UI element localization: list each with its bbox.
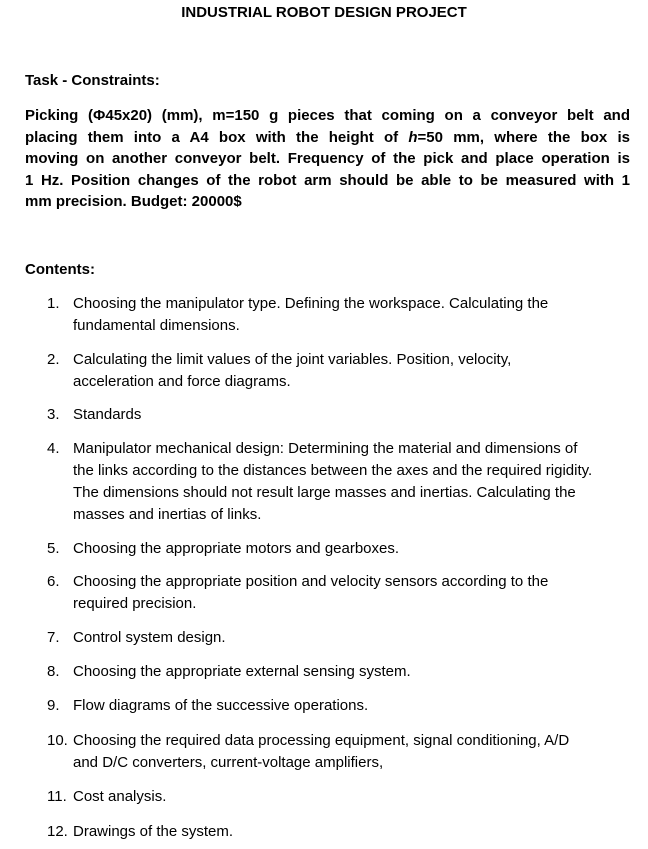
list-item-number: 6. — [47, 573, 60, 590]
list-item-number: 11. — [47, 788, 67, 805]
list-item-line: The dimensions should not result large masses and inertias. Calculating the — [73, 484, 576, 501]
list-item-text — [73, 538, 638, 560]
list-item-number: 9. — [47, 697, 60, 714]
list-item-line: and D/C converters, current-voltage amplifiers, — [73, 754, 384, 771]
list-item-line: Flow diagrams of the successive operations. — [73, 697, 369, 714]
list-item-text — [73, 404, 638, 426]
list-item-number: 2. — [47, 351, 60, 368]
contents-heading: Contents: — [25, 261, 95, 278]
list-item-text — [73, 821, 638, 843]
list-item-number: 10. — [47, 732, 68, 749]
list-item-text — [73, 695, 638, 717]
list-item-text — [73, 730, 638, 774]
list-item-line: Manipulator mechanical design: Determining the material and dimensions of — [73, 440, 578, 457]
list-item-text — [73, 571, 638, 615]
list-item-line: Standards — [73, 406, 142, 423]
list-item-line: acceleration and force diagrams. — [73, 373, 291, 390]
list-item-line: Choosing the appropriate external sensing system. — [73, 663, 411, 680]
list-item-line: Choosing the manipulator type. Defining the workspace. Calculating the — [73, 295, 549, 312]
list-item-number: 7. — [47, 629, 60, 646]
list-item-text — [73, 661, 638, 683]
task-heading: Task - Constraints: — [25, 72, 160, 89]
task-description — [25, 105, 630, 213]
task-line-3: moving on another conveyor belt. Frequency of the pick and place operation is — [25, 150, 630, 167]
task-line-2-end: =50 mm, where the box is — [417, 128, 630, 146]
document-title: INDUSTRIAL ROBOT DESIGN PROJECT — [181, 4, 467, 21]
list-item-number: 8. — [47, 663, 60, 680]
list-item-line: the links according to the distances between the axes and the required rigidity. — [73, 462, 593, 479]
list-item-text — [73, 438, 638, 526]
list-item-line: Control system design. — [73, 629, 226, 646]
list-item-line: Cost analysis. — [73, 788, 167, 805]
list-item-text — [73, 786, 638, 808]
list-item-number: 12. — [47, 823, 68, 840]
task-height-symbol: h — [408, 128, 418, 146]
list-item-number: 1. — [47, 295, 60, 312]
list-item-line: masses and inertias of links. — [73, 506, 262, 523]
task-line-4: 1 Hz. Position changes of the robot arm should be able to be measured with 1 — [25, 171, 630, 189]
list-item-number: 5. — [47, 540, 60, 557]
list-item-line: required precision. — [73, 595, 197, 612]
list-item-line: Choosing the appropriate position and velocity sensors according to the — [73, 573, 549, 590]
task-line-1: Picking (Φ45x20) (mm), m=150 g pieces that coming on a conveyor belt and — [25, 107, 630, 124]
task-line-2-start: placing them into a A4 box with the height of — [25, 128, 409, 146]
list-item-number: 3. — [47, 406, 60, 423]
list-item-line: fundamental dimensions. — [73, 317, 240, 334]
list-item-text — [73, 293, 638, 337]
list-item-line: Calculating the limit values of the joint variables. Position, velocity, — [73, 351, 512, 368]
list-item-text — [73, 349, 638, 393]
task-line-2 — [25, 127, 630, 149]
list-item-line: Choosing the appropriate motors and gearboxes. — [73, 540, 400, 557]
list-item-text — [73, 627, 638, 649]
task-line-5: mm precision. Budget: 20000$ — [25, 193, 242, 210]
list-item-line: Drawings of the system. — [73, 823, 234, 840]
list-item-number: 4. — [47, 440, 60, 457]
list-item-line: Choosing the required data processing equipment, signal conditioning, A/D — [73, 732, 570, 749]
